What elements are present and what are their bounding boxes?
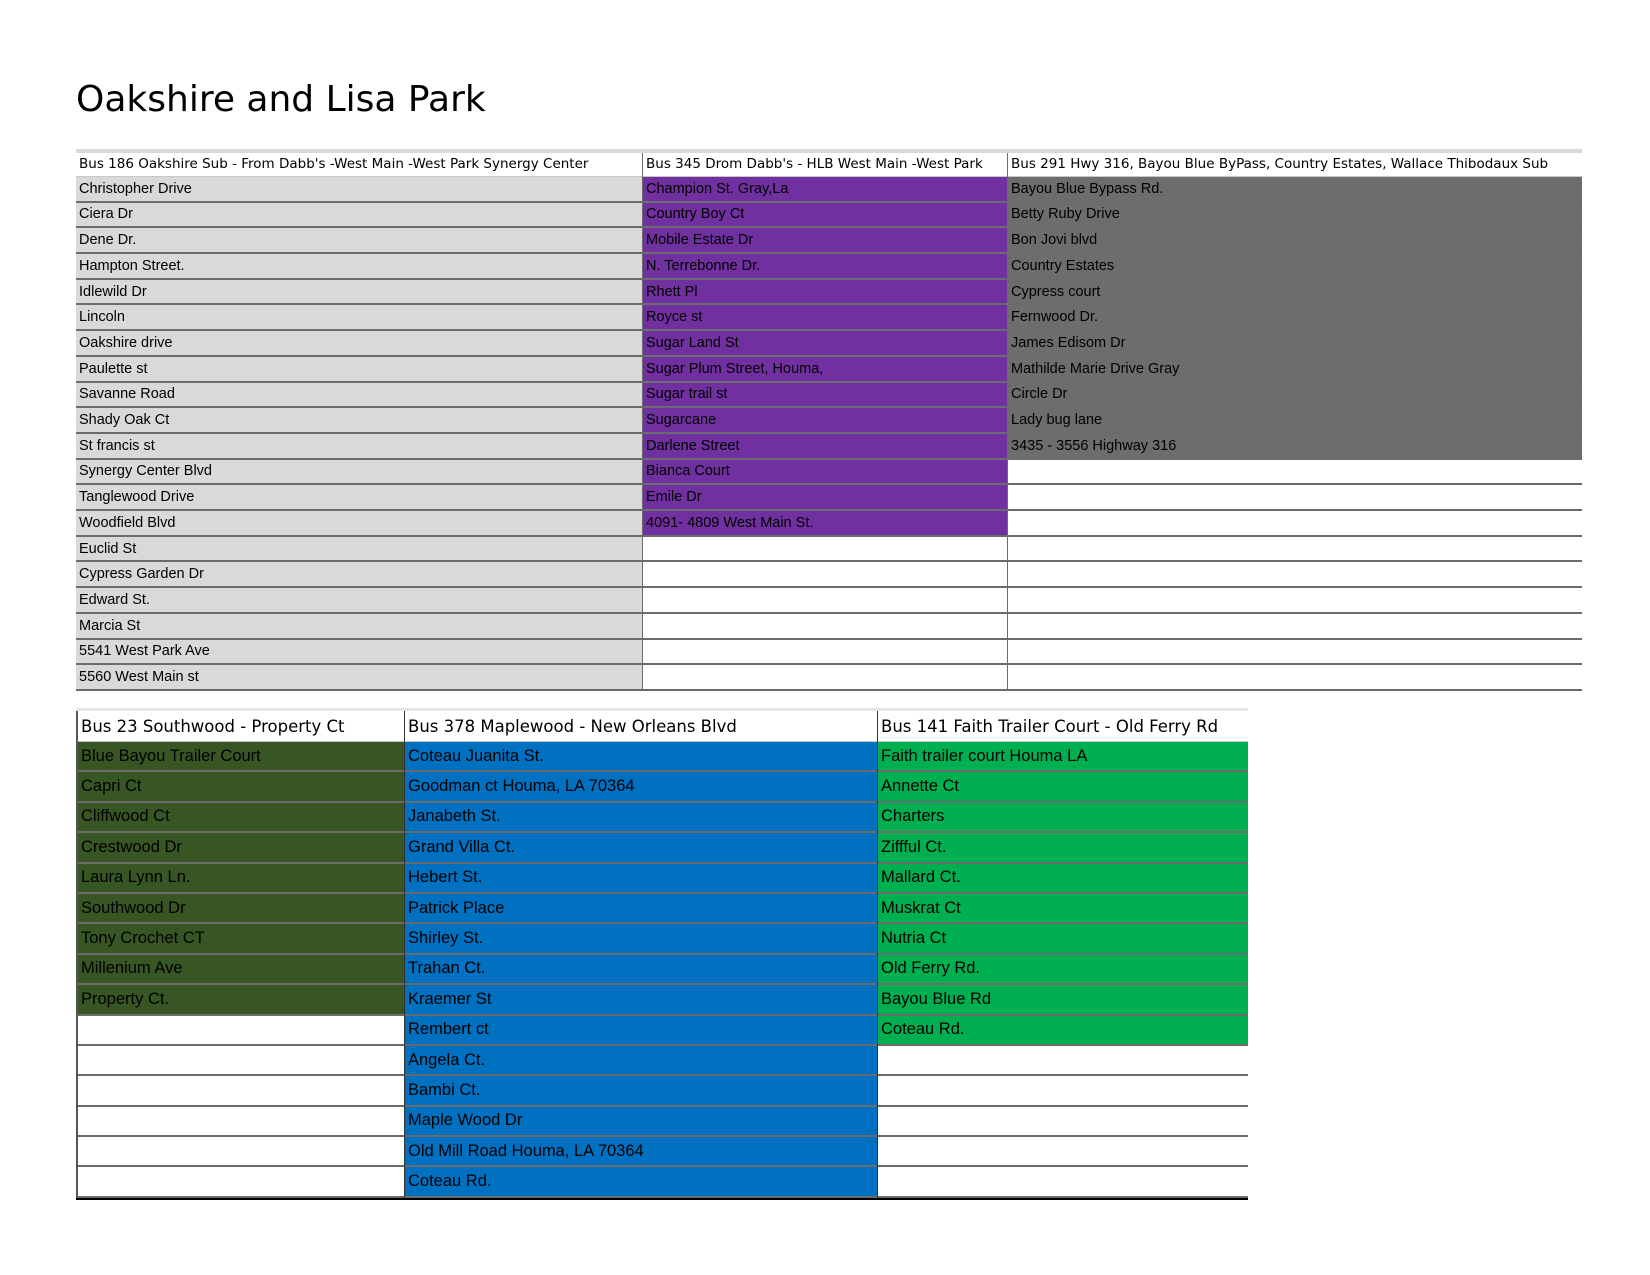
column-header: Bus 291 Hwy 316, Bayou Blue ByPass, Country Estates, Wallace Thibodaux Sub [1008, 153, 1582, 177]
empty-cell [78, 1076, 404, 1106]
street-cell: Country Boy Ct [643, 203, 1007, 229]
street-cell: Hampton Street. [76, 254, 642, 280]
street-cell: Hebert St. [405, 864, 877, 894]
street-cell: Mallard Ct. [878, 864, 1248, 894]
street-cell: 5560 West Main st [76, 665, 642, 691]
street-cell: Cypress court [1008, 280, 1582, 306]
empty-cell [1008, 537, 1582, 563]
street-cell: Champion St. Gray,La [643, 177, 1007, 203]
empty-cell [643, 562, 1007, 588]
street-cell: Goodman ct Houma, LA 70364 [405, 772, 877, 802]
empty-cell [1008, 640, 1582, 666]
street-cell: Rhett Pl [643, 280, 1007, 306]
street-cell: Trahan Ct. [405, 955, 877, 985]
column-header: Bus 141 Faith Trailer Court - Old Ferry Rd [878, 711, 1248, 742]
empty-cell [643, 537, 1007, 563]
empty-cell [643, 665, 1007, 691]
empty-cell [643, 588, 1007, 614]
street-cell: Muskrat Ct [878, 894, 1248, 924]
empty-cell [878, 1137, 1248, 1167]
street-cell: Charters [878, 803, 1248, 833]
street-cell: N. Terrebonne Dr. [643, 254, 1007, 280]
street-cell: Sugar trail st [643, 383, 1007, 409]
street-cell: Kraemer St [405, 985, 877, 1015]
empty-cell [878, 1107, 1248, 1137]
page-title: Oakshire and Lisa Park [76, 79, 486, 120]
street-cell: Sugarcane [643, 408, 1007, 434]
street-cell: Lady bug lane [1008, 408, 1582, 434]
street-cell: Property Ct. [78, 985, 404, 1015]
column-header: Bus 378 Maplewood - New Orleans Blvd [405, 711, 877, 742]
street-cell: Cliffwood Ct [78, 803, 404, 833]
street-cell: Shirley St. [405, 924, 877, 954]
empty-cell [1008, 562, 1582, 588]
street-cell: Blue Bayou Trailer Court [78, 742, 404, 772]
street-cell: Emile Dr [643, 485, 1007, 511]
street-cell: Coteau Rd. [405, 1167, 877, 1197]
street-cell: Country Estates [1008, 254, 1582, 280]
bus-route-table-1 [76, 149, 1582, 691]
column-header: Bus 345 Drom Dabb's - HLB West Main -West Park [643, 153, 1007, 177]
street-cell: Angela Ct. [405, 1046, 877, 1076]
street-cell: Dene Dr. [76, 228, 642, 254]
street-cell: Lincoln [76, 305, 642, 331]
street-cell: Tony Crochet CT [78, 924, 404, 954]
street-cell: 4091- 4809 West Main St. [643, 511, 1007, 537]
street-cell: Southwood Dr [78, 894, 404, 924]
street-cell: Euclid St [76, 537, 642, 563]
column-header: Bus 23 Southwood - Property Ct [78, 711, 404, 742]
street-cell: Crestwood Dr [78, 833, 404, 863]
street-cell: Rembert ct [405, 1016, 877, 1046]
street-cell: Annette Ct [878, 772, 1248, 802]
street-cell: Coteau Juanita St. [405, 742, 877, 772]
bus-23-column [76, 711, 404, 1198]
street-cell: Darlene Street [643, 434, 1007, 460]
street-cell: Marcia St [76, 614, 642, 640]
bus-291-column [1007, 153, 1582, 691]
street-cell: Cypress Garden Dr [76, 562, 642, 588]
street-cell: Tanglewood Drive [76, 485, 642, 511]
street-cell: Old Mill Road Houma, LA 70364 [405, 1137, 877, 1167]
street-cell: Oakshire drive [76, 331, 642, 357]
street-cell: Sugar Plum Street, Houma, [643, 357, 1007, 383]
street-cell: Laura Lynn Ln. [78, 864, 404, 894]
street-cell: Sugar Land St [643, 331, 1007, 357]
street-cell: Ziffful Ct. [878, 833, 1248, 863]
street-cell: Faith trailer court Houma LA [878, 742, 1248, 772]
empty-cell [1008, 511, 1582, 537]
street-cell: Fernwood Dr. [1008, 305, 1582, 331]
empty-cell [643, 614, 1007, 640]
empty-cell [878, 1076, 1248, 1106]
street-cell: Bon Jovi blvd [1008, 228, 1582, 254]
empty-cell [878, 1046, 1248, 1076]
street-cell: Edward St. [76, 588, 642, 614]
street-cell: 3435 - 3556 Highway 316 [1008, 434, 1582, 460]
street-cell: Mathilde Marie Drive Gray [1008, 357, 1582, 383]
street-cell: Bayou Blue Rd [878, 985, 1248, 1015]
street-cell: Nutria Ct [878, 924, 1248, 954]
empty-cell [1008, 588, 1582, 614]
bus-141-column [877, 711, 1248, 1198]
street-cell: Idlewild Dr [76, 280, 642, 306]
column-header: Bus 186 Oakshire Sub - From Dabb's -West Main -West Park Synergy Center [76, 153, 642, 177]
empty-cell [1008, 614, 1582, 640]
street-cell: Mobile Estate Dr [643, 228, 1007, 254]
bus-378-column [404, 711, 877, 1198]
street-cell: 5541 West Park Ave [76, 640, 642, 666]
street-cell: Old Ferry Rd. [878, 955, 1248, 985]
street-cell: Paulette st [76, 357, 642, 383]
street-cell: Maple Wood Dr [405, 1107, 877, 1137]
bus-345-column [642, 153, 1007, 691]
empty-cell [1008, 460, 1582, 486]
street-cell: Royce st [643, 305, 1007, 331]
street-cell: Coteau Rd. [878, 1016, 1248, 1046]
empty-cell [78, 1046, 404, 1076]
street-cell: Ciera Dr [76, 203, 642, 229]
street-cell: Capri Ct [78, 772, 404, 802]
street-cell: Savanne Road [76, 383, 642, 409]
street-cell: Janabeth St. [405, 803, 877, 833]
street-cell: Millenium Ave [78, 955, 404, 985]
street-cell: Woodfield Blvd [76, 511, 642, 537]
street-cell: Bambi Ct. [405, 1076, 877, 1106]
street-cell: St francis st [76, 434, 642, 460]
street-cell: Shady Oak Ct [76, 408, 642, 434]
empty-cell [643, 640, 1007, 666]
street-cell: Bayou Blue Bypass Rd. [1008, 177, 1582, 203]
street-cell: Grand Villa Ct. [405, 833, 877, 863]
street-cell: Circle Dr [1008, 383, 1582, 409]
street-cell: Patrick Place [405, 894, 877, 924]
street-cell: James Edisom Dr [1008, 331, 1582, 357]
street-cell: Christopher Drive [76, 177, 642, 203]
empty-cell [78, 1137, 404, 1167]
empty-cell [1008, 485, 1582, 511]
street-cell: Bianca Court [643, 460, 1007, 486]
empty-cell [78, 1167, 404, 1197]
empty-cell [878, 1167, 1248, 1197]
empty-cell [1008, 665, 1582, 691]
bus-186-column [76, 153, 642, 691]
empty-cell [78, 1107, 404, 1137]
street-cell: Synergy Center Blvd [76, 460, 642, 486]
empty-cell [78, 1016, 404, 1046]
street-cell: Betty Ruby Drive [1008, 203, 1582, 229]
bus-route-table-2 [76, 708, 1248, 1200]
